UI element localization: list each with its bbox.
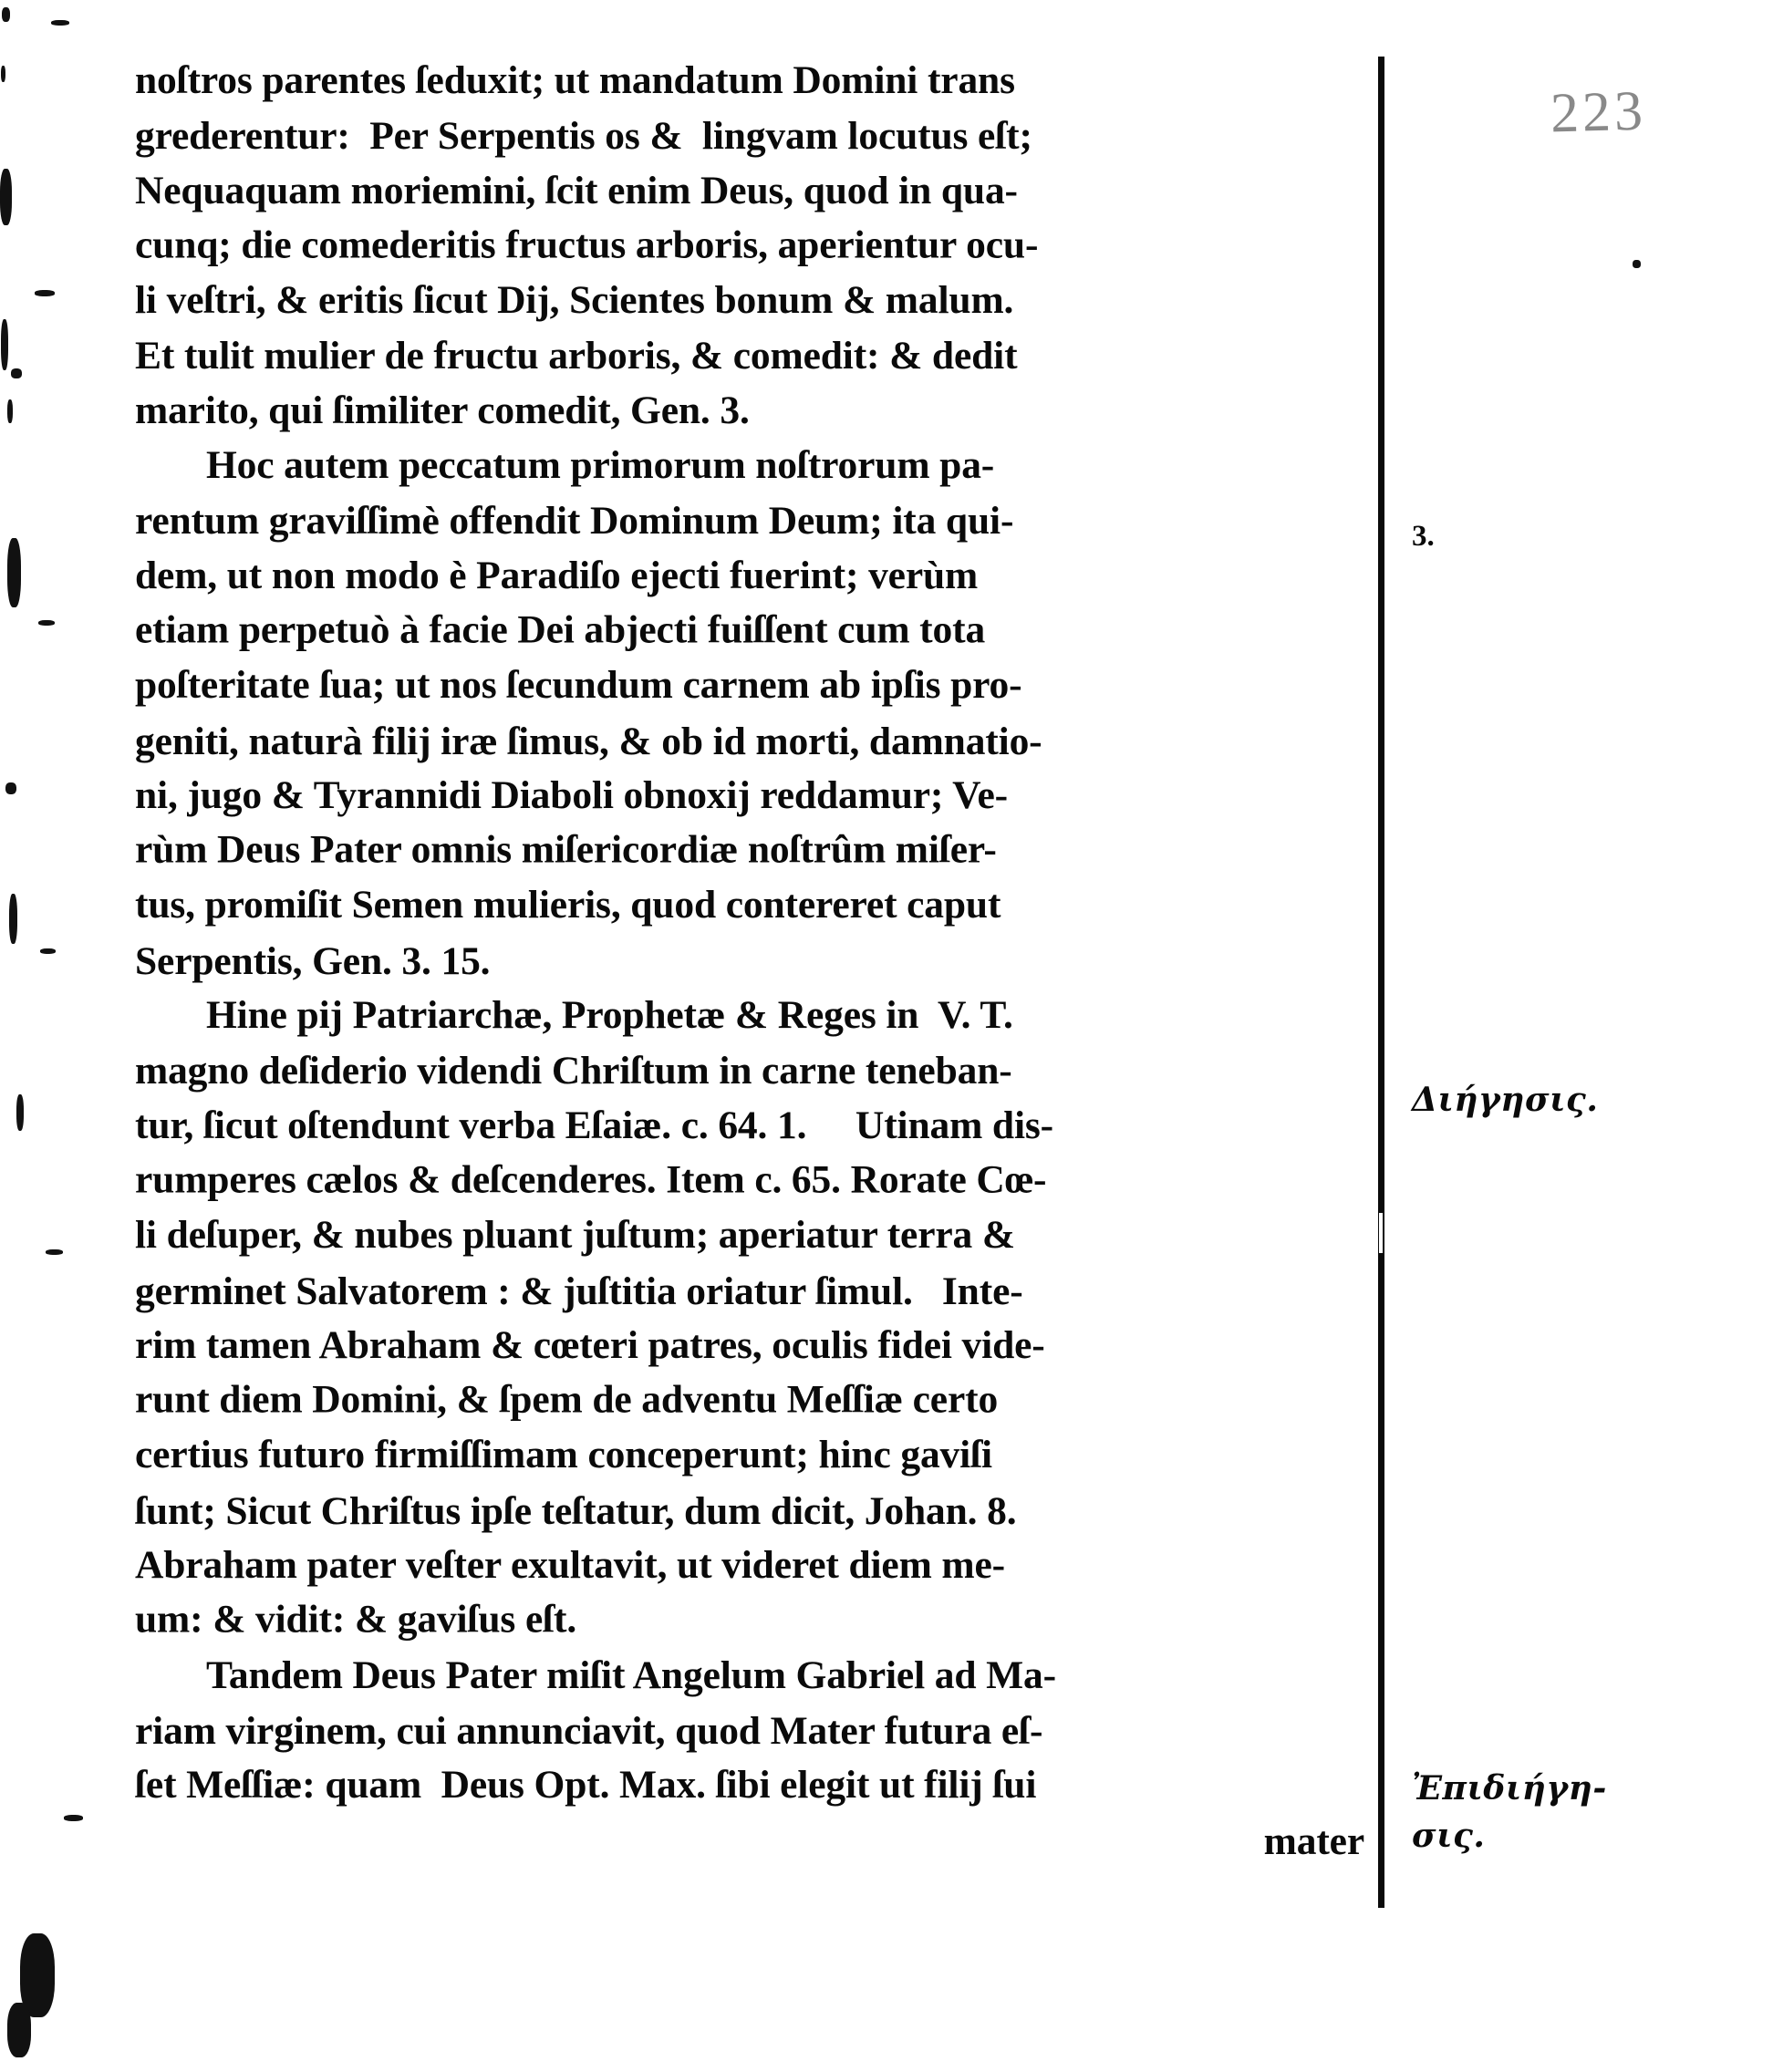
text-line: certius futuro firmiſſimam conceperunt; hinc gaviſi [135,1433,992,1477]
scan-artifact [64,1815,83,1821]
catchword: mater [1263,1818,1364,1863]
scan-artifact [46,1249,63,1255]
text-line: geniti, naturà filij iræ ſimus, & ob id morti, damnatio- [135,719,1042,763]
text-line: Et tulit mulier de fructu arboris, & comedit: & dedit [135,334,1018,378]
text-line: riam virginem, cui annunciavit, quod Mater futura eſ- [135,1708,1043,1753]
paragraph [135,1648,1364,1868]
scan-artifact [7,2003,31,2057]
scan-artifact [11,368,22,378]
scan-artifact [2,7,10,22]
scan-artifact [40,948,56,954]
scan-artifact [0,169,12,225]
text-line: Hine pij Patriarchæ, Prophetæ & Reges in V. T. [206,993,1013,1038]
text-line: poſteritate ſua; ut nos ſecundum carnem ab ipſis pro- [135,663,1022,708]
text-line: noſtros parentes ſeduxit; ut mandatum Domini trans [135,58,1015,102]
margin-note-line: σις. [1412,1817,1486,1855]
text-line: Nequaquam moriemini, ſcit enim Deus, quod in qua- [135,168,1018,212]
margin-note-greek-diegesis: Διήγησις. [1412,1081,1599,1119]
text-line: ſet Meſſiæ: quam Deus Opt. Max. ſibi elegit ut filij ſui [135,1763,1037,1808]
paragraph [135,438,1364,988]
text-line: Hoc autem peccatum primorum noſtrorum pa- [206,443,995,488]
text-line: ſunt; Sicut Chriſtus ipſe teſtatur, dum dicit, Johan. 8. [135,1488,1017,1533]
margin-note-greek-epidiegesis [1412,1765,1631,1860]
text-block [135,53,1364,1868]
text-line: rumperes cælos & deſcenderes. Item c. 65. Rorate Cœ- [135,1157,1047,1202]
text-line: Abraham pater veſter exultavit, ut videret diem me- [135,1543,1005,1588]
text-line: germinet Salvatorem : & juſtitia oriatur ſimul. Inte- [135,1269,1023,1313]
text-line: Serpentis, Gen. 3. 15. [135,938,491,983]
text-line: rùm Deus Pater omnis miſericordiæ noſtrûm miſer- [135,827,997,872]
scan-artifact [38,620,55,626]
text-line: rim tamen Abraham & cœteri patres, oculis fidei vide- [135,1322,1045,1367]
text-line: ni, jugo & Tyrannidi Diaboli obnoxij reddamur; Ve- [135,772,1008,817]
text-line: grederentur: Per Serpentis os & lingvam locutus eſt; [135,114,1032,159]
margin-note-section-number: 3. [1412,520,1435,553]
scan-artifact [7,538,21,607]
text-line: cunq; die comederitis fructus arboris, aperientur ocu- [135,223,1039,267]
text-line: etiam perpetuò à facie Dei abjecti fuiſſent cum tota [135,607,986,652]
text-line: dem, ut non modo è Paradiſo ejecti fuerint; verùm [135,553,979,597]
text-line: li deſuper, & nubes pluant juſtum; aperiatur terra & [135,1213,1015,1258]
text-line: um: & vidit: & gaviſus eſt. [135,1597,577,1642]
scan-artifact [7,399,13,423]
scan-artifact [16,1094,24,1131]
scan-artifact [9,894,17,944]
text-line: marito, qui ſimiliter comedit, Gen. 3. [135,388,750,432]
page-number: 223 [1550,79,1647,145]
text-line: li veſtri, & eritis ſicut Dij, Scientes bonum & malum. [135,278,1014,323]
scan-artifact [35,290,55,296]
scan-artifact [51,20,69,26]
scan-artifact [1633,260,1641,268]
paragraph [135,988,1364,1648]
paragraph [135,53,1364,438]
text-line: Tandem Deus Pater miſit Angelum Gabriel ad Ma- [206,1652,1056,1697]
text-line: magno deſiderio videndi Chriſtum in carne teneban- [135,1049,1012,1093]
scan-artifact [1,66,5,82]
text-line: rentum graviſſimè offendit Dominum Deum; ita qui- [135,499,1014,544]
scan-artifact [5,782,16,794]
text-line: tus, promiſit Semen mulieris, quod contereret caput [135,883,1001,927]
text-line: runt diem Domini, & ſpem de adventu Meſſiæ certo [135,1377,999,1422]
margin-rule [1378,57,1384,1908]
scan-artifact [1,319,8,370]
margin-note-line: Ἐπιδιήγη- [1412,1769,1607,1808]
text-line: tur, ſicut oſtendunt verba Eſaiæ. c. 64. 1. Utinam dis- [135,1103,1054,1147]
